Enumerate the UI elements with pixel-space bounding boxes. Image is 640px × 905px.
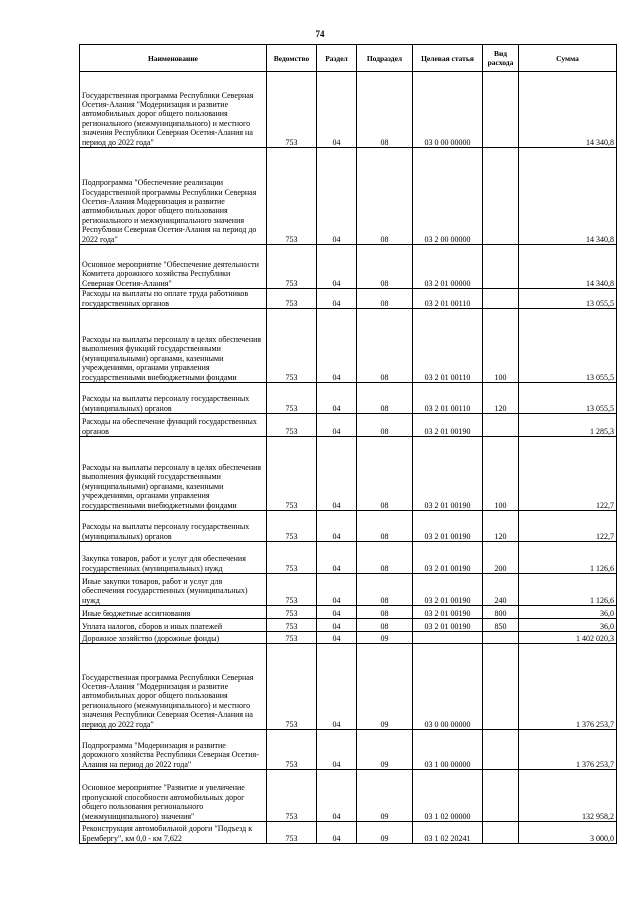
row-name-cell: Уплата налогов, сборов и иных платежей	[80, 619, 267, 632]
row-target-cell: 03 1 02 00000	[413, 770, 483, 822]
row-subsection-cell: 08	[357, 619, 413, 632]
row-dept-cell: 753	[267, 437, 317, 511]
page-number: 74	[315, 29, 325, 39]
row-name-cell: Основное мероприятие "Обеспечение деятельности Комитета дорожного хозяйства Республики Северная Осетия-Алания"	[80, 245, 267, 289]
row-subsection-cell: 09	[357, 730, 413, 770]
row-section-cell: 04	[317, 730, 357, 770]
row-sum-cell: 1 376 253,7	[519, 644, 617, 730]
row-exp-type-cell	[483, 632, 519, 644]
table-row	[80, 822, 617, 844]
row-sum-cell: 1 376 253,7	[519, 730, 617, 770]
row-subsection-cell: 08	[357, 414, 413, 437]
row-target-cell: 03 2 01 00190	[413, 511, 483, 542]
row-exp-type-cell	[483, 245, 519, 289]
row-name-cell: Подпрограмма "Модернизация и развитие дорожного хозяйства Республики Северная Осетия-Алания на период до 2022 года"	[80, 730, 267, 770]
row-exp-type-cell: 120	[483, 383, 519, 414]
table-row	[80, 148, 617, 245]
row-sum-cell: 13 055,5	[519, 383, 617, 414]
row-name-cell: Подпрограмма "Обеспечение реализации Государственной программы Республики Северная Осетия-Алания Модернизация и развитие автомобильных дорог общего пользования регионального и межмуниципального значения Республики Северная Осетия-Алания на период до 2022 года"	[80, 148, 267, 245]
row-exp-type-cell	[483, 289, 519, 309]
row-name-cell: Расходы на обеспечение функций государственных органов	[80, 414, 267, 437]
header-target: Целевая статья	[413, 45, 483, 72]
row-dept-cell: 753	[267, 309, 317, 383]
row-section-cell: 04	[317, 245, 357, 289]
row-sum-cell: 13 055,5	[519, 309, 617, 383]
table-row	[80, 383, 617, 414]
row-exp-type-cell: 200	[483, 542, 519, 574]
row-exp-type-cell: 120	[483, 511, 519, 542]
row-target-cell: 03 2 01 00110	[413, 383, 483, 414]
row-sum-cell: 36,0	[519, 606, 617, 619]
row-name-cell: Государственная программа Республики Северная Осетия-Алания "Модернизация и развитие автомобильных дорог общего пользования регионального (межмуниципального) и местного значения Республики Северная Осетия-Алания на период до 2022 года"	[80, 72, 267, 148]
row-exp-type-cell	[483, 644, 519, 730]
row-subsection-cell: 08	[357, 245, 413, 289]
row-section-cell: 04	[317, 632, 357, 644]
table-row	[80, 644, 617, 730]
row-name-cell: Основное мероприятие "Развитие и увеличение пропускной способности автомобильных дорог общего пользования регионального (межмуниципального) значения"	[80, 770, 267, 822]
row-dept-cell: 753	[267, 632, 317, 644]
row-subsection-cell: 08	[357, 606, 413, 619]
row-subsection-cell: 08	[357, 148, 413, 245]
row-target-cell: 03 2 01 00000	[413, 245, 483, 289]
table-row	[80, 289, 617, 309]
row-exp-type-cell: 240	[483, 574, 519, 606]
row-dept-cell: 753	[267, 414, 317, 437]
row-section-cell: 04	[317, 619, 357, 632]
row-subsection-cell: 08	[357, 542, 413, 574]
row-name-cell: Реконструкция автомобильной дороги "Подъезд к Брембергу", км 0,0 - км 7,622	[80, 822, 267, 844]
row-sum-cell: 36,0	[519, 619, 617, 632]
row-sum-cell: 1 126,6	[519, 574, 617, 606]
table-row	[80, 730, 617, 770]
row-subsection-cell: 09	[357, 644, 413, 730]
row-name-cell: Иные бюджетные ассигнования	[80, 606, 267, 619]
row-section-cell: 04	[317, 822, 357, 844]
row-exp-type-cell: 850	[483, 619, 519, 632]
row-target-cell: 03 1 02 20241	[413, 822, 483, 844]
row-section-cell: 04	[317, 148, 357, 245]
row-dept-cell: 753	[267, 606, 317, 619]
row-dept-cell: 753	[267, 148, 317, 245]
table-row	[80, 619, 617, 632]
row-subsection-cell: 08	[357, 574, 413, 606]
row-dept-cell: 753	[267, 822, 317, 844]
table-row	[80, 606, 617, 619]
row-section-cell: 04	[317, 309, 357, 383]
row-target-cell: 03 0 00 00000	[413, 644, 483, 730]
row-target-cell: 03 2 01 00110	[413, 309, 483, 383]
row-target-cell: 03 2 01 00190	[413, 414, 483, 437]
row-exp-type-cell: 800	[483, 606, 519, 619]
row-exp-type-cell	[483, 822, 519, 844]
row-name-cell: Расходы на выплаты персоналу государственных (муниципальных) органов	[80, 383, 267, 414]
header-exp-type: Вид расхода	[483, 45, 519, 72]
row-dept-cell: 753	[267, 542, 317, 574]
row-sum-cell: 14 340,8	[519, 148, 617, 245]
row-section-cell: 04	[317, 383, 357, 414]
row-sum-cell: 122,7	[519, 511, 617, 542]
row-dept-cell: 753	[267, 574, 317, 606]
row-target-cell: 03 2 01 00190	[413, 437, 483, 511]
table-row	[80, 511, 617, 542]
row-subsection-cell: 08	[357, 72, 413, 148]
table-header-row	[80, 45, 617, 72]
row-exp-type-cell: 100	[483, 437, 519, 511]
table-body	[80, 72, 617, 844]
row-sum-cell: 1 126,6	[519, 542, 617, 574]
row-section-cell: 04	[317, 606, 357, 619]
row-section-cell: 04	[317, 644, 357, 730]
row-dept-cell: 753	[267, 770, 317, 822]
row-sum-cell: 13 055,5	[519, 289, 617, 309]
row-section-cell: 04	[317, 511, 357, 542]
row-exp-type-cell	[483, 148, 519, 245]
budget-table	[79, 44, 617, 844]
row-exp-type-cell	[483, 770, 519, 822]
row-target-cell: 03 2 00 00000	[413, 148, 483, 245]
row-section-cell: 04	[317, 72, 357, 148]
row-sum-cell: 3 000,0	[519, 822, 617, 844]
row-exp-type-cell	[483, 414, 519, 437]
row-dept-cell: 753	[267, 383, 317, 414]
row-subsection-cell: 09	[357, 822, 413, 844]
row-subsection-cell: 08	[357, 511, 413, 542]
header-section: Раздел	[317, 45, 357, 72]
row-target-cell: 03 0 00 00000	[413, 72, 483, 148]
row-dept-cell: 753	[267, 730, 317, 770]
row-subsection-cell: 08	[357, 437, 413, 511]
row-dept-cell: 753	[267, 245, 317, 289]
table-row	[80, 414, 617, 437]
row-sum-cell: 132 958,2	[519, 770, 617, 822]
table-row	[80, 72, 617, 148]
row-exp-type-cell	[483, 72, 519, 148]
row-target-cell: 03 2 01 00190	[413, 542, 483, 574]
row-name-cell: Расходы на выплаты персоналу государственных (муниципальных) органов	[80, 511, 267, 542]
row-target-cell: 03 2 01 00110	[413, 289, 483, 309]
row-target-cell	[413, 632, 483, 644]
row-name-cell: Государственная программа Республики Северная Осетия-Алания "Модернизация и развитие автомобильных дорог общего пользования регионального (межмуниципального) и местного значения Республики Северная Осетия-Алания на период до 2022 года"	[80, 644, 267, 730]
table-row	[80, 574, 617, 606]
row-sum-cell: 1 402 020,3	[519, 632, 617, 644]
row-section-cell: 04	[317, 437, 357, 511]
row-sum-cell: 1 285,3	[519, 414, 617, 437]
table-row	[80, 770, 617, 822]
row-name-cell: Расходы на выплаты персоналу в целях обеспечения выполнения функций государственными (муниципальными) органами, казенными учреждениями, органами управления государственными внебюджетными фондами	[80, 437, 267, 511]
row-sum-cell: 14 340,8	[519, 72, 617, 148]
header-sum: Сумма	[519, 45, 617, 72]
row-subsection-cell: 09	[357, 770, 413, 822]
row-target-cell: 03 2 01 00190	[413, 606, 483, 619]
row-name-cell: Закупка товаров, работ и услуг для обеспечения государственных (муниципальных) нужд	[80, 542, 267, 574]
row-name-cell: Расходы на выплаты по оплате труда работников государственных органов	[80, 289, 267, 309]
row-exp-type-cell	[483, 730, 519, 770]
row-dept-cell: 753	[267, 72, 317, 148]
row-section-cell: 04	[317, 770, 357, 822]
row-target-cell: 03 2 01 00190	[413, 574, 483, 606]
row-exp-type-cell: 100	[483, 309, 519, 383]
row-name-cell: Иные закупки товаров, работ и услуг для обеспечения государственных (муниципальных) нужд	[80, 574, 267, 606]
row-dept-cell: 753	[267, 289, 317, 309]
row-subsection-cell: 08	[357, 289, 413, 309]
header-subsection: Подраздел	[357, 45, 413, 72]
row-dept-cell: 753	[267, 511, 317, 542]
table-row	[80, 245, 617, 289]
header-name: Наименование	[80, 45, 267, 72]
row-subsection-cell: 08	[357, 383, 413, 414]
table-row	[80, 632, 617, 644]
table-row	[80, 437, 617, 511]
table-row	[80, 309, 617, 383]
row-dept-cell: 753	[267, 644, 317, 730]
row-section-cell: 04	[317, 414, 357, 437]
row-sum-cell: 14 340,8	[519, 245, 617, 289]
table-row	[80, 542, 617, 574]
row-name-cell: Расходы на выплаты персоналу в целях обеспечения выполнения функций государственными (муниципальными) органами, казенными учреждениями, органами управления государственными внебюджетными фондами	[80, 309, 267, 383]
row-subsection-cell: 09	[357, 632, 413, 644]
row-section-cell: 04	[317, 289, 357, 309]
row-dept-cell: 753	[267, 619, 317, 632]
row-sum-cell: 122,7	[519, 437, 617, 511]
header-dept: Ведомство	[267, 45, 317, 72]
row-subsection-cell: 08	[357, 309, 413, 383]
row-target-cell: 03 1 00 00000	[413, 730, 483, 770]
row-target-cell: 03 2 01 00190	[413, 619, 483, 632]
row-section-cell: 04	[317, 574, 357, 606]
row-section-cell: 04	[317, 542, 357, 574]
row-name-cell: Дорожное хозяйство (дорожные фонды)	[80, 632, 267, 644]
